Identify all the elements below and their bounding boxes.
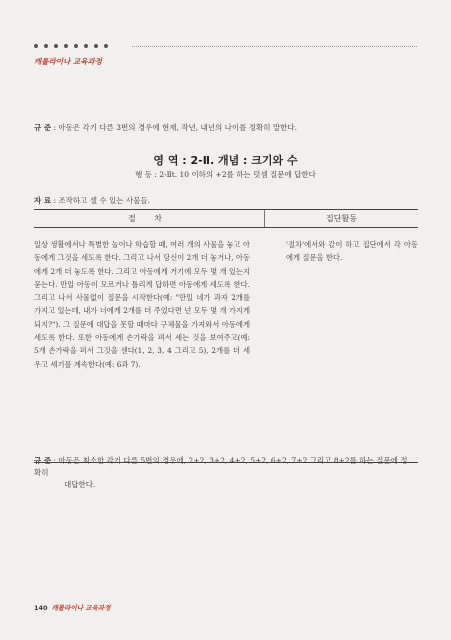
header-dot [84, 44, 88, 48]
page-footer [34, 603, 110, 612]
header-dot [34, 44, 38, 48]
header-dot [44, 44, 48, 48]
group-activity-text: '절차'에서와 같이 하고 집단에서 각 아동에게 질문을 한다. [286, 240, 418, 263]
table-header-row [34, 210, 418, 228]
header-dot [74, 44, 78, 48]
procedure-header: 절 차 [34, 210, 265, 227]
header-dots [34, 44, 108, 48]
header-dot [104, 44, 108, 48]
criterion-1-label: 규 준 [34, 123, 52, 132]
criterion-1-text: : 아동은 각기 다른 3번의 경우에 현재, 작년, 내년의 나이를 정확히 말한다. [51, 123, 298, 132]
header-dot [64, 44, 68, 48]
criterion-2 [34, 455, 414, 491]
criterion-2-text: : 아동은 최소한 각기 다른 5번의 경우에, 2+2, 3+2, 4+2, 5+2, 6+2, 7+2 그리고 8+2를 하는 질문에 정확히 [34, 456, 408, 477]
criterion-2-continuation: 대답한다. [64, 480, 96, 489]
criterion-1 [34, 122, 297, 134]
footer-brand: 캐롤라이나 교육과정 [51, 604, 111, 612]
activity-table [34, 209, 418, 463]
behavior-line: 행 동 : 2-Ⅱt. 10 이하의 +2를 하는 덧셈 질문에 답한다 [135, 170, 316, 179]
header-divider [132, 46, 417, 47]
materials-label: 자 료 [34, 196, 52, 205]
table-body-row [34, 228, 418, 463]
header-dot [54, 44, 58, 48]
materials [34, 195, 150, 206]
header-brand: 캐롤라이나 교육과정 [34, 57, 102, 66]
header-dot [94, 44, 98, 48]
criterion-2-label: 규 준 [34, 456, 52, 465]
area-title: 영 역 : 2-Ⅱ. 개념 : 크기와 수 [153, 154, 298, 167]
materials-text: : 조작하고 셀 수 있는 사물들. [51, 196, 151, 205]
group-activity-header: 집단활동 [326, 214, 357, 223]
procedure-text: 일상 생활에서나 특별한 놀이나 학습할 때, 여러 개의 사물을 놓고 아동에게 그것을 세도록 한다. 그리고 나서 당신이 2개 더 놓거나, 아동에게 2개 더 놓도록 한다. 그리고 아동에게 거기에 모두 몇 개 있는지 묻는다. 만일 아동이 모르거나 틀리게 답하면 아동에게 세도록 한다. 그리고 나서 사물없이 질문을 시작한다(예: "만일 네가 과자 2개를 가지고 있는데, 내가 너에게 2개를 더 주었다면 넌 모두 몇 개 가지게 되지?"). 그 질문에 대답을 못할 때마다 구체물을 가져와서 아동에게 세도록 한다. 또한 아동에게 손가락을 펴서 세는 것을 보여주고(예: 5개 손가락을 펴서 그것을 센다(1, 2, 3, 4 그리고 5), 2개를 더 세우고 세기를 계속한다(예: 6과 7). [34, 240, 250, 369]
page-number: 140 [34, 604, 48, 612]
